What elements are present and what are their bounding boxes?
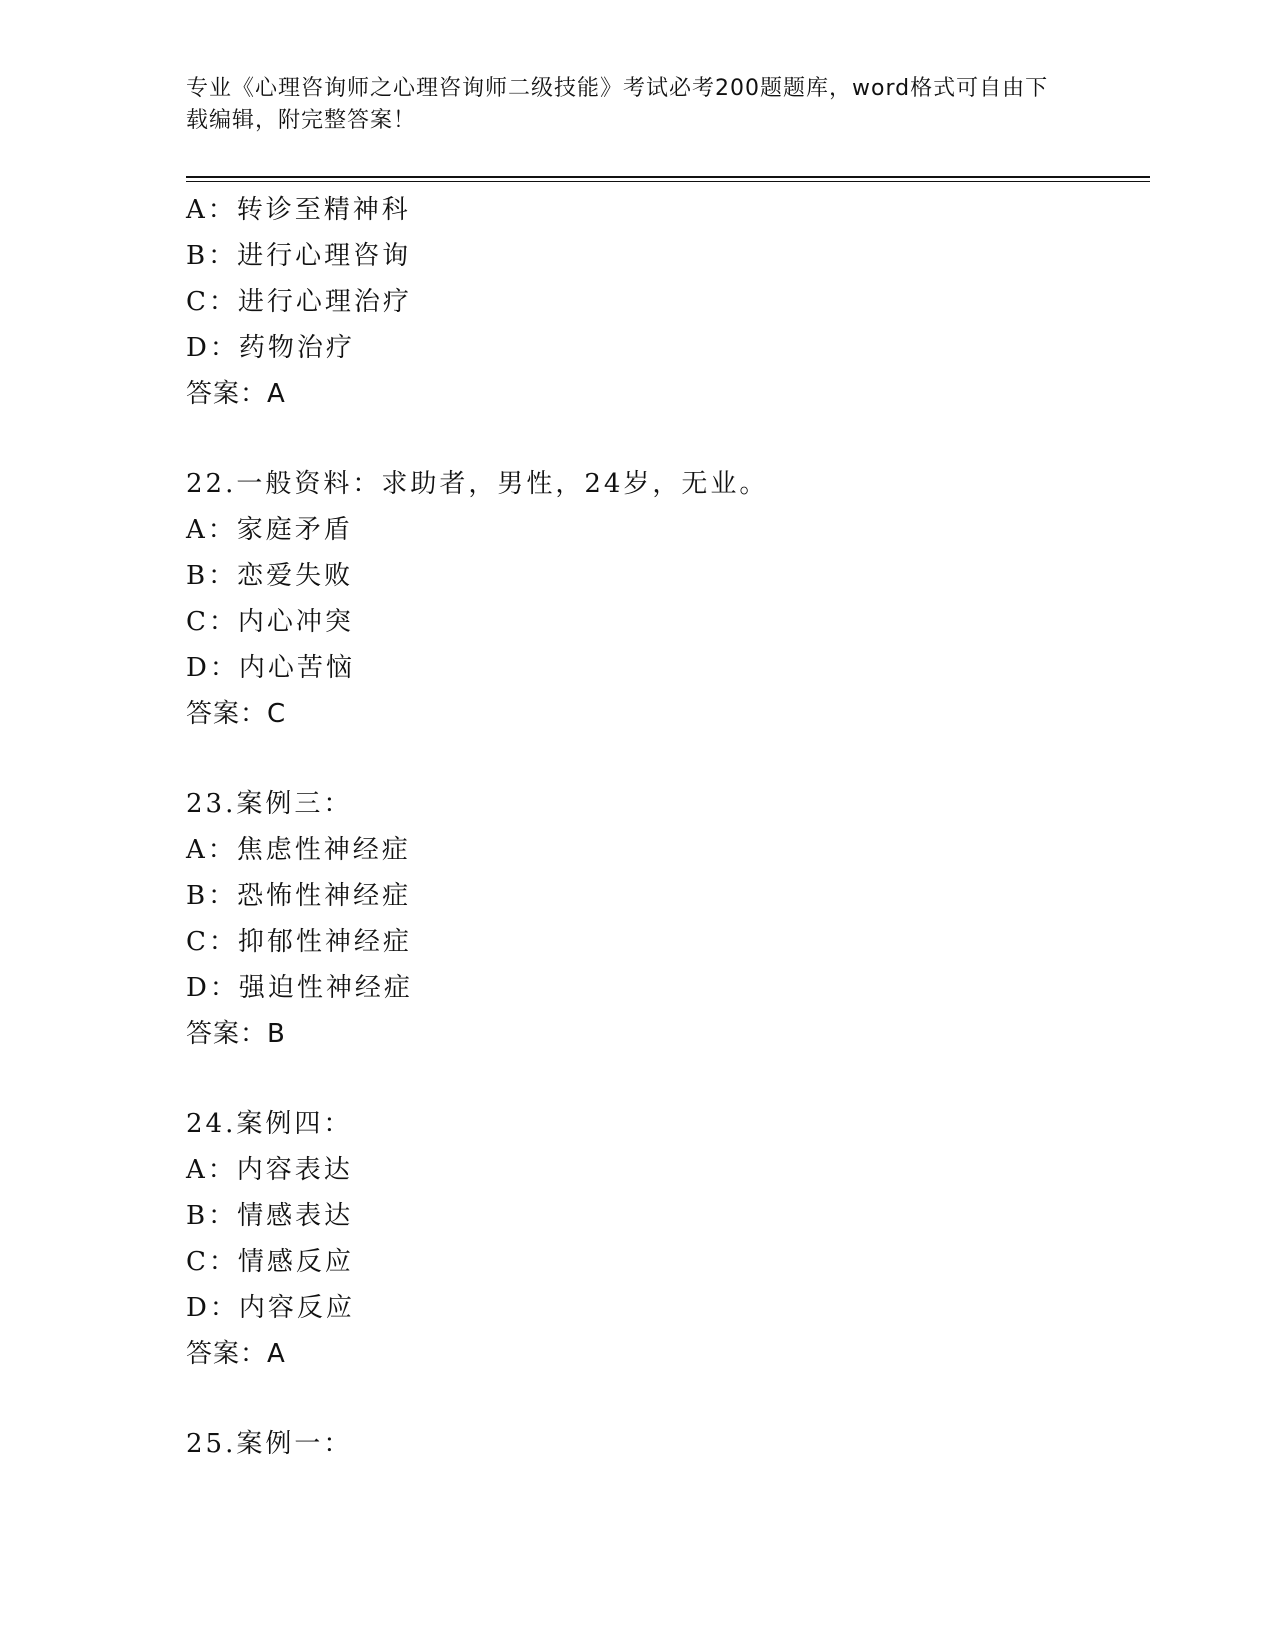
- question-block: [186, 1421, 1150, 1467]
- option-c: C：内心冲突: [186, 607, 354, 637]
- question-stem: 24.案例四：: [186, 1109, 353, 1139]
- question-block: [186, 461, 1150, 737]
- option-a: A：转诊至精神科: [186, 195, 411, 225]
- question-block: [186, 1101, 1150, 1377]
- option-d: D：内心苦恼: [186, 653, 355, 683]
- spacer: [186, 1377, 1150, 1421]
- question-stem: 23.案例三：: [186, 789, 353, 819]
- spacer: [186, 737, 1150, 781]
- question-stem: 22.一般资料：求助者，男性，24岁，无业。: [186, 469, 769, 499]
- option-a: A：内容表达: [186, 1155, 353, 1185]
- option-a: A：焦虑性神经症: [186, 835, 411, 865]
- option-b: B：情感表达: [186, 1201, 354, 1231]
- spacer: [186, 1057, 1150, 1101]
- answer-line: 答案：C: [186, 699, 287, 729]
- option-c: C：进行心理治疗: [186, 287, 412, 317]
- question-block: [186, 187, 1150, 417]
- question-block: [186, 781, 1150, 1057]
- option-d: D：药物治疗: [186, 333, 355, 363]
- answer-line: 答案：A: [186, 379, 286, 409]
- option-b: B：进行心理咨询: [186, 241, 412, 271]
- header-divider-thick: [186, 176, 1150, 178]
- option-c: C：情感反应: [186, 1247, 354, 1277]
- option-d: D：内容反应: [186, 1293, 355, 1323]
- answer-line: 答案：B: [186, 1019, 286, 1049]
- answer-line: 答案：A: [186, 1339, 286, 1369]
- header-divider-thin: [186, 181, 1150, 182]
- option-a: A：家庭矛盾: [186, 515, 353, 545]
- option-b: B：恐怖性神经症: [186, 881, 412, 911]
- option-c: C：抑郁性神经症: [186, 927, 412, 957]
- option-b: B：恋爱失败: [186, 561, 354, 591]
- document-header: 专业《心理咨询师之心理咨询师二级技能》考试必考200题题库，word格式可自由下载编辑，附完整答案！: [186, 76, 1049, 133]
- question-stem: 25.案例一：: [186, 1429, 353, 1459]
- spacer: [186, 417, 1150, 461]
- option-d: D：强迫性神经症: [186, 973, 413, 1003]
- question-list: [186, 187, 1150, 1467]
